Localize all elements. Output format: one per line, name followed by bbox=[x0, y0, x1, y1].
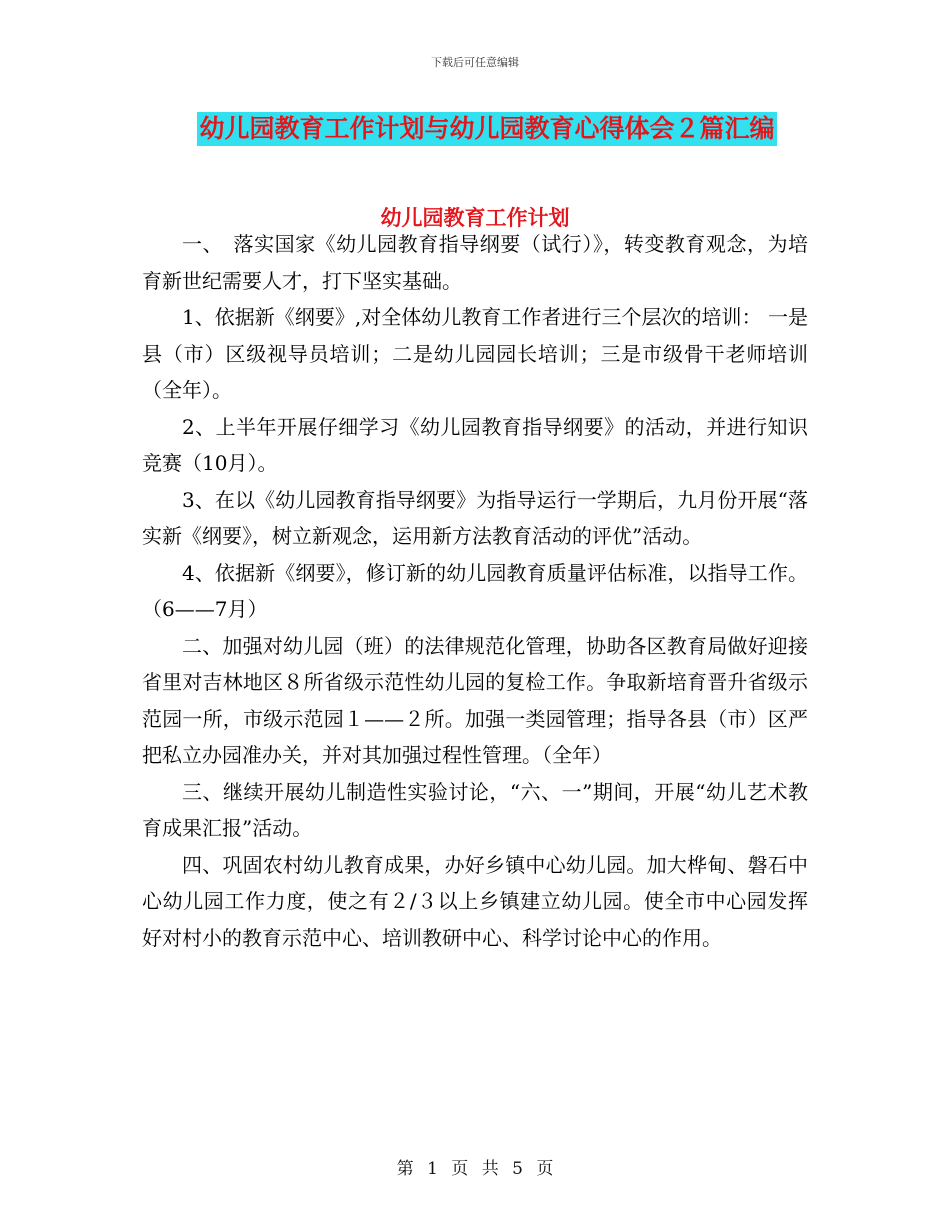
paragraph: 二、加强对幼儿园（班）的法律规范化管理，协助各区教育局做好迎接省里对吉林地区８所省级示范性幼儿园的复检工作。争取新培育晋升省级示范园一所，市级示范园１——２所。加强一类园管理；指导各县（市）区严把私立办园准办关，并对其加强过程性管理。（全年） bbox=[142, 633, 808, 767]
paragraph: 3、在以《幼儿园教育指导纲要》为指导运行一学期后，九月份开展“落实新《纲要》，树立新观念，运用新方法教育活动的评优”活动。 bbox=[142, 487, 808, 548]
body-text bbox=[142, 226, 808, 956]
footer-total-prefix: 共 bbox=[481, 1159, 499, 1179]
section-title: 幼儿园教育工作计划 bbox=[380, 206, 570, 230]
footer-page-number: 1 bbox=[427, 1159, 438, 1179]
page-footer bbox=[0, 1154, 950, 1179]
footer-page-unit: 页 bbox=[451, 1159, 469, 1179]
footer-total-unit: 页 bbox=[536, 1159, 554, 1179]
header-note: 下载后可任意编辑 bbox=[431, 56, 519, 69]
paragraph: 一、 落实国家《幼儿园教育指导纲要（试行）》，转变教育观念，为培育新世纪需要人才，打下坚实基础。 bbox=[142, 232, 808, 293]
footer-total-pages: 5 bbox=[512, 1159, 523, 1179]
paragraph: 四、巩固农村幼儿教育成果，办好乡镇中心幼儿园。加大桦甸、磐石中心幼儿园工作力度，使之有２/３以上乡镇建立幼儿园。使全市中心园发挥好对村小的教育示范中心、培训教研中心、科学讨论中心的作用。 bbox=[142, 852, 808, 950]
document-title-container bbox=[0, 112, 950, 146]
paragraph: 2、上半年开展仔细学习《幼儿园教育指导纲要》的活动，并进行知识竞赛（10月）。 bbox=[142, 414, 808, 475]
paragraph: 4、依据新《纲要》，修订新的幼儿园教育质量评估标准，以指导工作。 （6——7月） bbox=[142, 560, 808, 621]
paragraph: 1、依据新《纲要》,对全体幼儿教育工作者进行三个层次的培训： 一是县（市）区级视导员培训；二是幼儿园园长培训；三是市级骨干老师培训（全年）。 bbox=[142, 305, 808, 402]
footer-prefix: 第 bbox=[396, 1159, 414, 1179]
document-title: 幼儿园教育工作计划与幼儿园教育心得体会２篇汇编 bbox=[197, 112, 776, 146]
paragraph: 三、继续开展幼儿制造性实验讨论，“六、一”期间，开展“幼儿艺术教育成果汇报”活动。 bbox=[142, 779, 808, 840]
